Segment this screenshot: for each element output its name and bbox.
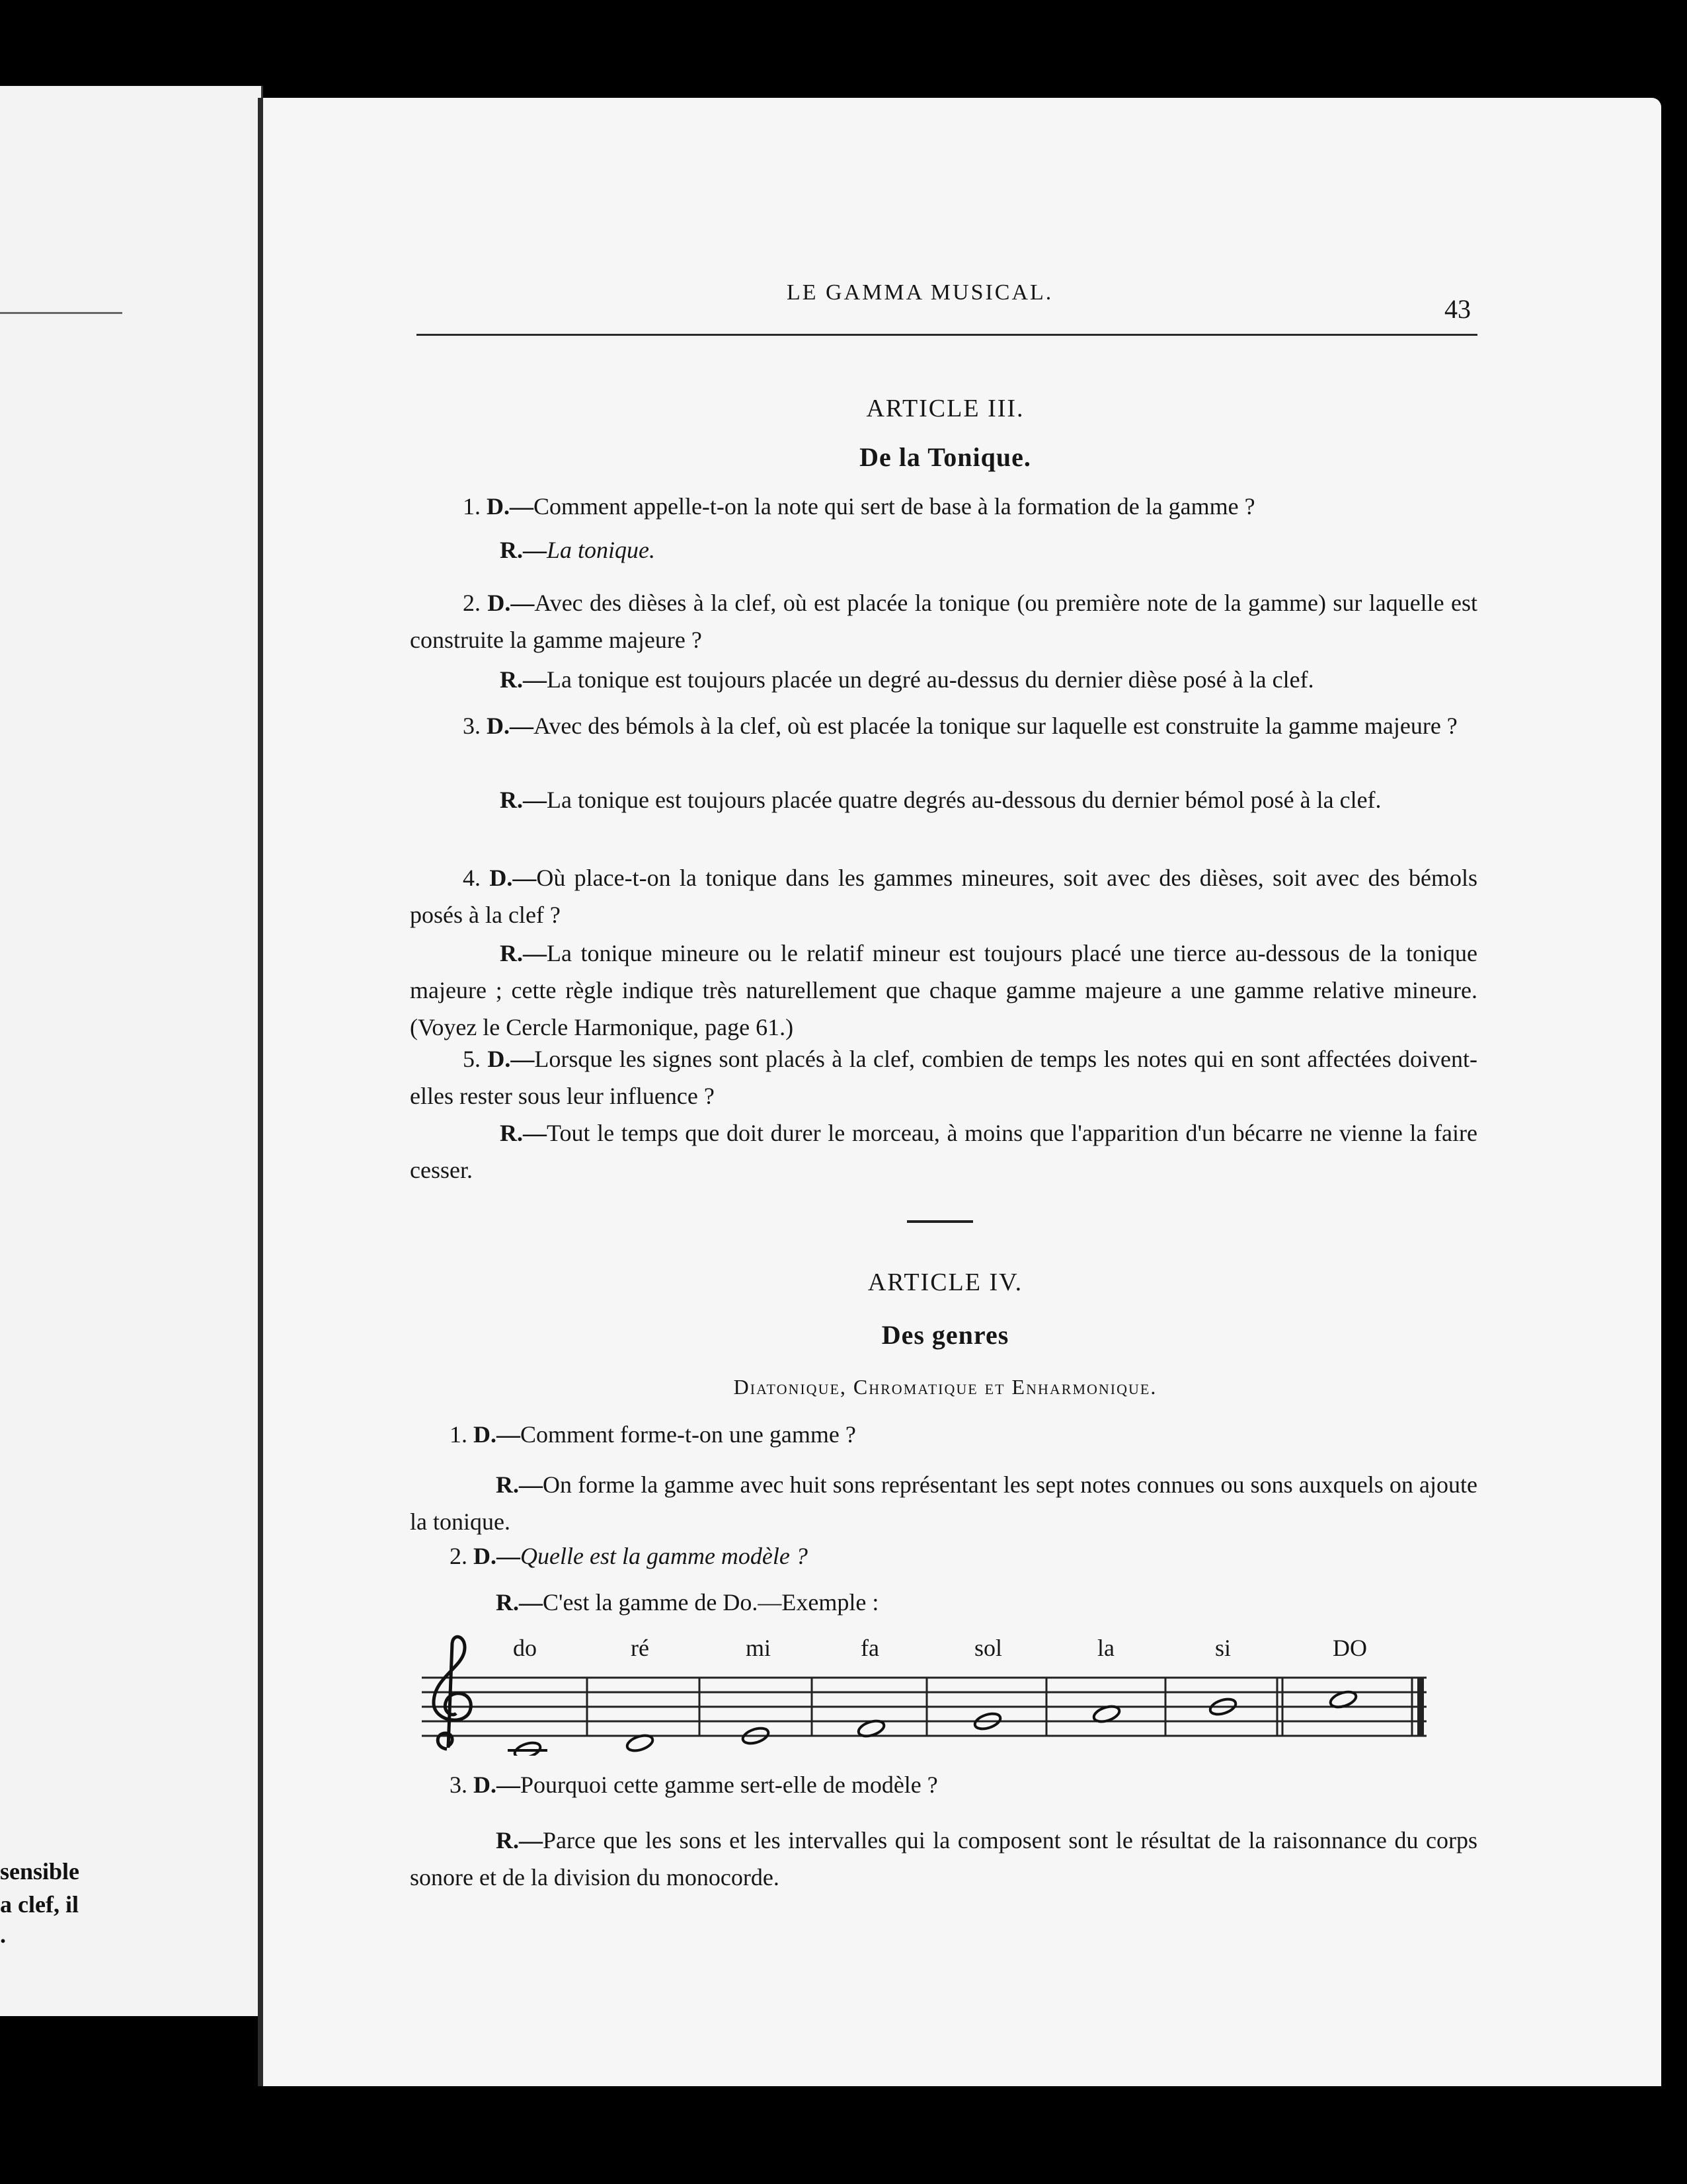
answer-1: R.—La tonique. — [500, 537, 656, 563]
question-6: 1. D.—Comment forme-t-on une gamme ? — [450, 1421, 856, 1448]
answer-8: R.—Parce que les sons et les intervalles qui la composent sont le résultat de la raisonnance du corps sonore et de la division du monocorde. — [410, 1827, 1477, 1891]
page-number: 43 — [1444, 294, 1471, 324]
article-4-title: Des genres — [881, 1320, 1009, 1350]
note-label: sol — [974, 1635, 1003, 1661]
question-7: 2. D.—Quelle est la gamme modèle ? — [450, 1543, 808, 1569]
article-3-title: De la Tonique. — [859, 442, 1031, 472]
answer-4: R.—La tonique mineure ou le relatif mineur est toujours placé une tierce au-dessous de la tonique majeure ; cette règle indique très naturellement que chaque gamme majeure a une gamme relative mineure. (Voyez le Cercle Harmonique, page 61.) — [410, 940, 1477, 1040]
section-separator — [907, 1220, 973, 1223]
note-label: fa — [861, 1635, 879, 1661]
question-5: 5. D.—Lorsque les signes sont placés à la clef, combien de temps les notes qui en sont affectées doivent-elles rester sous leur influence ? — [410, 1046, 1478, 1109]
note-label: mi — [746, 1635, 771, 1661]
article-4-heading: ARTICLE IV. — [867, 1268, 1023, 1296]
answer-7: R.—C'est la gamme de Do.—Exemple : — [496, 1589, 879, 1616]
left-facing-page — [0, 86, 263, 2016]
left-page-line: a clef, il — [0, 1891, 79, 1918]
left-page-line: sensible — [0, 1858, 80, 1885]
note-label: ré — [631, 1635, 649, 1661]
left-page-line: . — [0, 1922, 6, 1948]
answer-6: R.—On forme la gamme avec huit sons représentant les sept notes connues ou sons auxquels on ajoute la tonique. — [410, 1471, 1477, 1535]
answer-2: R.—La tonique est toujours placée un degré au-dessus du dernier dièse posé à la clef. — [500, 666, 1314, 693]
answer-5: R.—Tout le temps que doit durer le morceau, à moins que l'apparition d'un bécarre ne vienne la faire cesser. — [410, 1120, 1477, 1183]
question-8: 3. D.—Pourquoi cette gamme sert-elle de modèle ? — [450, 1772, 938, 1798]
question-2: 2. D.—Avec des dièses à la clef, où est placée la tonique (ou première note de la gamme) sur laquelle est construite la gamme majeure ? — [410, 590, 1478, 653]
running-header: LE GAMMA MUSICAL. — [787, 280, 1054, 305]
note-label: DO — [1333, 1635, 1367, 1661]
note-label: si — [1215, 1635, 1232, 1661]
note-label: la — [1097, 1635, 1115, 1661]
left-page-rule — [0, 312, 122, 314]
note-label: do — [513, 1635, 537, 1661]
question-4: 4. D.—Où place-t-on la tonique dans les gammes mineures, soit avec des dièses, soit avec des bémols posés à la clef ? — [410, 865, 1477, 928]
article-3-heading: ARTICLE III. — [866, 395, 1025, 422]
article-4-subtitle: Diatonique, Chromatique et Enharmonique. — [733, 1375, 1157, 1399]
question-1: 1. D.—Comment appelle-t-on la note qui sert de base à la formation de la gamme ? — [463, 493, 1255, 520]
answer-3: R.—La tonique est toujours placée quatre degrés au-dessous du dernier bémol posé à la clef. — [500, 787, 1382, 813]
musical-staff — [415, 1630, 1433, 1756]
whole-notes — [508, 1689, 1358, 1756]
header-rule — [416, 334, 1477, 336]
note-do — [513, 1740, 542, 1756]
question-3: 3. D.—Avec des bémols à la clef, où est placée la tonique sur laquelle est construite la gamme majeure ? — [463, 713, 1458, 739]
